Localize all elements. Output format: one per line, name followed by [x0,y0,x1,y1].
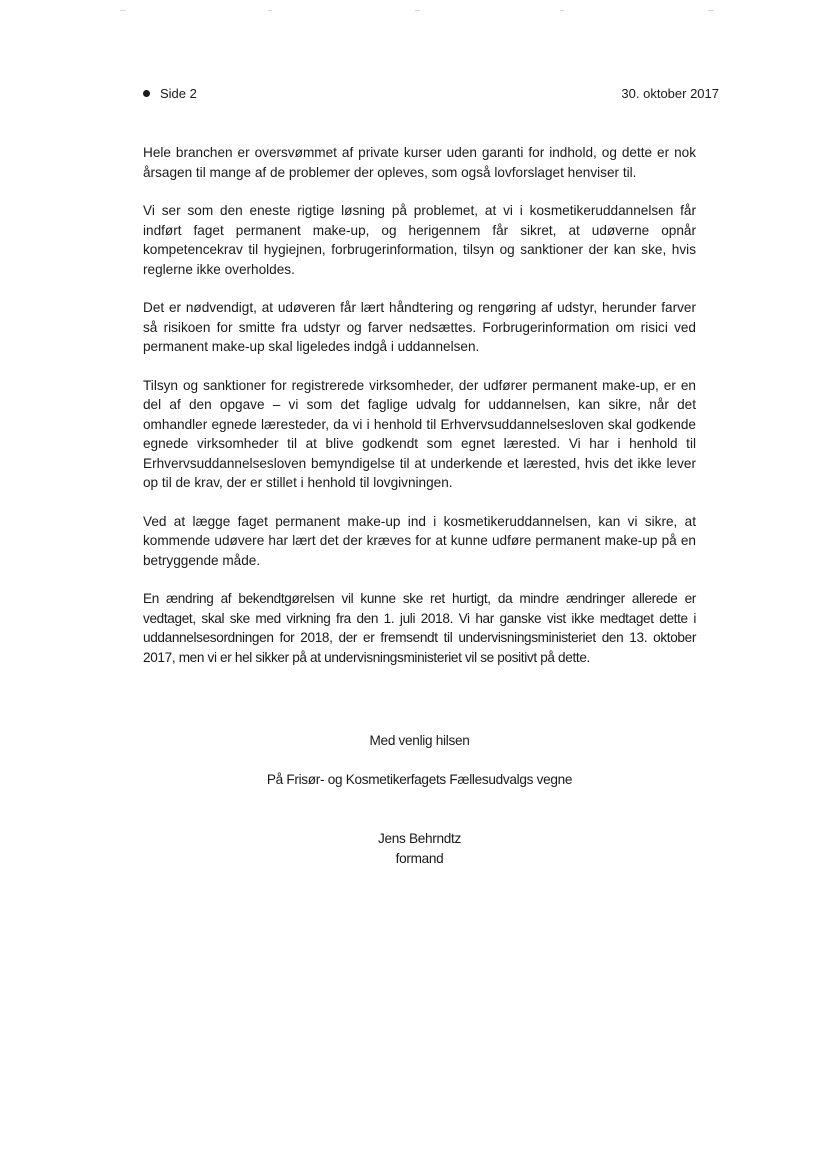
page-number: Side 2 [160,86,197,101]
scan-artifact [708,10,714,11]
paragraph: Vi ser som den eneste rigtige løsning på problemet, at vi i kosmetikeruddannelsen får indført faget permanent make-up, og herigennem får sikret, at udøverne opnår kompetencekrav til hygiejnen, forbrugerinformation, tilsyn og sanktioner der kan ske, hvis reglerne ikke overholdes. [143,203,696,277]
page-header [143,86,719,106]
page-indicator [143,86,197,101]
letter-body [143,143,696,686]
paragraph: Tilsyn og sanktioner for registrerede virksomheder, der udfører permanent make-up, er en del af den opgave – vi som det faglige udvalg for uddannelsen, kan sikre, når det omhandler egnede læresteder, da vi i henhold til Erhvervsuddannelsesloven skal godkende egnede virksomheder til at blive godkendt som egnet lærested. Vi har i henhold til Erhvervsuddannelsesloven bemyndigelse til at underkende et lærested, hvis det ikke lever op til de krav, der er stillet i henhold til lovgivningen. [143,377,696,490]
scan-artifact [120,10,126,11]
signer-title: formand [395,851,444,866]
paragraph: Det er nødvendigt, at udøveren får lært håndtering og rengøring af udstyr, herunder farver så risikoen for smitte fra udstyr og farver nedsættes. Forbrugerinformation om risici ved permanent make-up skal ligeledes indgå i uddannelsen. [143,300,696,354]
bullet-icon [143,90,150,97]
scan-artifact [415,10,420,11]
closing-greeting: Med venlig hilsen [369,733,470,748]
paragraph: Ved at lægge faget permanent make-up ind i kosmetikeruddannelsen, kan vi sikre, at kommende udøvere har lært det der kræves for at kunne udføre permanent make-up på en betryggende måde. [143,513,696,568]
signer-name: Jens Behrndtz [378,831,461,846]
paragraph: En ændring af bekendtgørelsen vil kunne ske ret hurtigt, da mindre ændringer allerede er vedtaget, skal ske med virkning fra den 1. juli 2018. Vi har ganske vist ikke medtaget dette i uddannelsesordningen for 2018, der er fremsendt til undervisningsministeriet den 13. oktober 2017, men vi er hel sikker på at undervisningsministeriet vil se positivt på dette. [143,591,696,665]
closing-on-behalf: På Frisør- og Kosmetikerfagets Fællesudvalgs vegne [266,772,573,787]
letter-date: 30. oktober 2017 [621,86,719,101]
scan-artifact [560,10,564,11]
paragraph: Hele branchen er oversvømmet af private kurser uden garanti for indhold, og dette er nok årsagen til mange af de problemer der opleves, som også lovforslaget henviser til. [143,145,696,180]
scan-artifact [268,10,272,11]
